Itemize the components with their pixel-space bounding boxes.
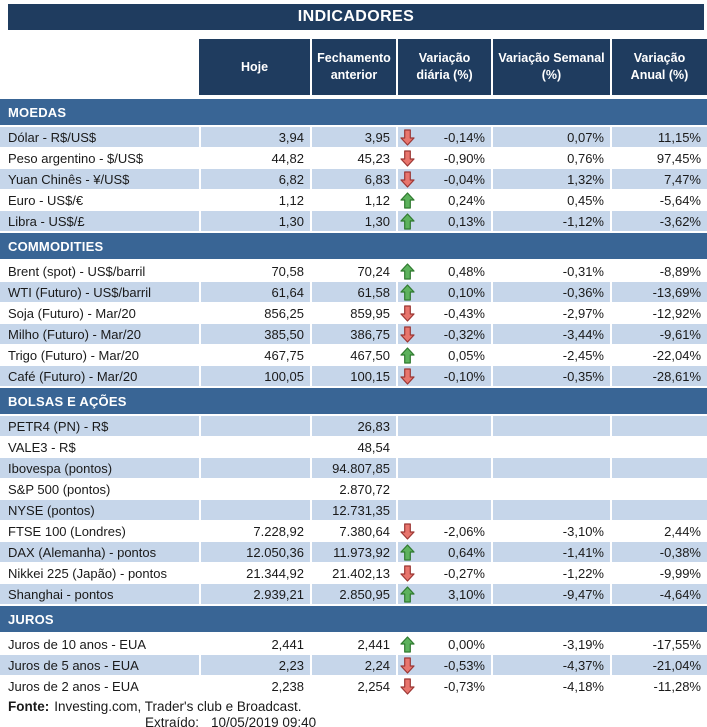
value-variacao-anual <box>610 479 707 499</box>
value-hoje: 467,75 <box>199 345 310 365</box>
footer <box>0 699 707 727</box>
value-fechamento-anterior: 2,24 <box>310 655 396 675</box>
value-hoje: 856,25 <box>199 303 310 323</box>
cell-variacao-diaria <box>396 584 491 604</box>
table-row <box>0 437 707 457</box>
row-label: Euro - US$/€ <box>8 192 84 208</box>
column-header-variacao-semanal: Variação Semanal (%) <box>491 39 610 95</box>
cell-variacao-diaria <box>396 479 491 499</box>
row-label: PETR4 (PN) - R$ <box>0 416 199 436</box>
value-fechamento-anterior: 45,23 <box>310 148 396 168</box>
value-variacao-diaria: -0,53% <box>443 657 485 673</box>
value-variacao-semanal: -2,97% <box>491 303 610 323</box>
cell-variacao-diaria <box>396 148 491 168</box>
cell-variacao-diaria <box>396 127 491 147</box>
value-variacao-anual: -12,92% <box>610 303 707 323</box>
cell-variacao-diaria <box>396 655 491 675</box>
row-label: Libra - US$/£ <box>0 211 199 231</box>
value-hoje: 1,12 <box>199 190 310 210</box>
up-arrow-icon <box>400 263 415 280</box>
arrow-placeholder <box>400 460 415 477</box>
table-row <box>0 521 707 541</box>
row-label: WTI (Futuro) - US$/barril <box>0 282 199 302</box>
row-label: Peso argentino - $/US$ <box>8 150 144 166</box>
row-label: Nikkei 225 (Japão) - pontos <box>8 565 167 581</box>
value-variacao-semanal: -4,18% <box>491 676 610 696</box>
table-row <box>0 261 707 281</box>
row-label: VALE3 - R$ <box>8 439 76 455</box>
row-label: Milho (Futuro) - Mar/20 <box>0 324 199 344</box>
value-fechamento-anterior: 48,54 <box>310 437 396 457</box>
value-hoje: 21.344,92 <box>199 563 310 583</box>
value-variacao-semanal <box>491 437 610 457</box>
value-fechamento-anterior: 2.850,95 <box>310 584 396 604</box>
value-variacao-semanal: 0,07% <box>491 127 610 147</box>
cell-variacao-diaria <box>396 521 491 541</box>
value-variacao-diaria: 0,10% <box>448 284 485 300</box>
row-label: Juros de 10 anos - EUA <box>8 636 147 652</box>
table-row <box>0 148 707 168</box>
value-fechamento-anterior: 61,58 <box>310 282 396 302</box>
value-hoje: 2,23 <box>199 655 310 675</box>
value-hoje <box>199 500 310 520</box>
value-fechamento-anterior: 859,95 <box>310 303 396 323</box>
up-arrow-icon <box>400 544 415 561</box>
value-variacao-diaria: -0,04% <box>443 171 485 187</box>
value-variacao-diaria: -0,14% <box>443 129 485 145</box>
value-fechamento-anterior: 21.402,13 <box>310 563 396 583</box>
cell-variacao-diaria <box>396 437 491 457</box>
cell-variacao-diaria <box>396 190 491 210</box>
value-variacao-anual <box>610 416 707 436</box>
source-line <box>8 699 707 714</box>
cell-variacao-diaria <box>396 303 491 323</box>
up-arrow-icon <box>400 586 415 603</box>
row-label: DAX (Alemanha) - pontos <box>0 542 199 562</box>
value-variacao-diaria: 0,24% <box>448 192 485 208</box>
row-label: Dólar - R$/US$ <box>0 127 199 147</box>
table-row <box>0 655 707 675</box>
value-variacao-anual: 97,45% <box>610 148 707 168</box>
table-row <box>0 303 707 323</box>
column-header-hoje: Hoje <box>199 39 310 95</box>
row-label: Café (Futuro) - Mar/20 <box>0 366 199 386</box>
page-title: INDICADORES <box>8 4 704 30</box>
section-header: JUROS <box>0 606 707 632</box>
down-arrow-icon <box>400 678 415 695</box>
section-header: MOEDAS <box>0 99 707 125</box>
value-variacao-semanal: -3,44% <box>491 324 610 344</box>
value-hoje: 100,05 <box>199 366 310 386</box>
table-row <box>0 366 707 386</box>
up-arrow-icon <box>400 192 415 209</box>
value-fechamento-anterior: 2.870,72 <box>310 479 396 499</box>
table-column-headers <box>0 39 707 95</box>
value-fechamento-anterior: 3,95 <box>310 127 396 147</box>
table-row <box>0 416 707 436</box>
value-variacao-diaria: -2,06% <box>443 523 485 539</box>
down-arrow-icon <box>400 129 415 146</box>
value-variacao-diaria: -0,32% <box>443 326 485 342</box>
row-label: Yuan Chinês - ¥/US$ <box>0 169 199 189</box>
row-label: Soja (Futuro) - Mar/20 <box>8 305 136 321</box>
value-variacao-anual: -5,64% <box>610 190 707 210</box>
value-variacao-anual: -8,89% <box>610 261 707 281</box>
value-hoje: 2,238 <box>199 676 310 696</box>
value-variacao-anual: -9,99% <box>610 563 707 583</box>
cell-variacao-diaria <box>396 282 491 302</box>
value-variacao-anual <box>610 458 707 478</box>
arrow-placeholder <box>400 502 415 519</box>
table-row <box>0 345 707 365</box>
value-hoje: 2.939,21 <box>199 584 310 604</box>
value-variacao-anual: -21,04% <box>610 655 707 675</box>
cell-variacao-diaria <box>396 345 491 365</box>
value-hoje <box>199 479 310 499</box>
up-arrow-icon <box>400 636 415 653</box>
value-fechamento-anterior: 12.731,35 <box>310 500 396 520</box>
value-fechamento-anterior: 26,83 <box>310 416 396 436</box>
value-hoje: 61,64 <box>199 282 310 302</box>
value-variacao-semanal: -3,10% <box>491 521 610 541</box>
value-hoje <box>199 416 310 436</box>
value-variacao-anual <box>610 500 707 520</box>
row-label: Juros de 5 anos - EUA <box>0 655 199 675</box>
value-variacao-anual: -17,55% <box>610 634 707 654</box>
section-header: BOLSAS E AÇÕES <box>0 388 707 414</box>
value-variacao-anual: 11,15% <box>610 127 707 147</box>
arrow-placeholder <box>400 481 415 498</box>
value-fechamento-anterior: 1,30 <box>310 211 396 231</box>
cell-variacao-diaria <box>396 261 491 281</box>
cell-variacao-diaria <box>396 366 491 386</box>
value-variacao-anual: -0,38% <box>610 542 707 562</box>
value-variacao-anual: -28,61% <box>610 366 707 386</box>
value-hoje <box>199 437 310 457</box>
value-variacao-semanal: 0,76% <box>491 148 610 168</box>
down-arrow-icon <box>400 305 415 322</box>
value-hoje: 1,30 <box>199 211 310 231</box>
value-variacao-semanal: 0,45% <box>491 190 610 210</box>
value-variacao-diaria: -0,90% <box>443 150 485 166</box>
extracted-timestamp: 10/05/2019 09:40 <box>211 715 317 727</box>
value-hoje: 7.228,92 <box>199 521 310 541</box>
table-row <box>0 458 707 478</box>
down-arrow-icon <box>400 657 415 674</box>
up-arrow-icon <box>400 284 415 301</box>
table-row <box>0 211 707 231</box>
value-fechamento-anterior: 70,24 <box>310 261 396 281</box>
value-hoje: 6,82 <box>199 169 310 189</box>
down-arrow-icon <box>400 326 415 343</box>
value-variacao-anual: -11,28% <box>610 676 707 696</box>
value-variacao-semanal: -1,22% <box>491 563 610 583</box>
value-variacao-diaria: -0,27% <box>443 565 485 581</box>
value-hoje: 44,82 <box>199 148 310 168</box>
value-variacao-semanal: -1,41% <box>491 542 610 562</box>
cell-variacao-diaria <box>396 458 491 478</box>
table-row <box>0 127 707 147</box>
value-hoje: 385,50 <box>199 324 310 344</box>
row-label: NYSE (pontos) <box>0 500 199 520</box>
value-variacao-diaria: 0,48% <box>448 263 485 279</box>
header-spacer <box>0 39 199 95</box>
value-fechamento-anterior: 2,441 <box>310 634 396 654</box>
value-variacao-semanal: 1,32% <box>491 169 610 189</box>
cell-variacao-diaria <box>396 563 491 583</box>
value-variacao-anual: -4,64% <box>610 584 707 604</box>
value-fechamento-anterior: 1,12 <box>310 190 396 210</box>
value-variacao-diaria: 0,05% <box>448 347 485 363</box>
value-variacao-semanal: -0,31% <box>491 261 610 281</box>
value-fechamento-anterior: 386,75 <box>310 324 396 344</box>
arrow-placeholder <box>400 439 415 456</box>
down-arrow-icon <box>400 523 415 540</box>
value-variacao-anual: -13,69% <box>610 282 707 302</box>
arrow-placeholder <box>400 418 415 435</box>
down-arrow-icon <box>400 150 415 167</box>
value-hoje: 3,94 <box>199 127 310 147</box>
extracted-label: Extraído: <box>145 715 200 727</box>
cell-variacao-diaria <box>396 211 491 231</box>
down-arrow-icon <box>400 368 415 385</box>
value-variacao-semanal: -3,19% <box>491 634 610 654</box>
cell-variacao-diaria <box>396 542 491 562</box>
down-arrow-icon <box>400 171 415 188</box>
value-hoje: 2,441 <box>199 634 310 654</box>
table-row <box>0 169 707 189</box>
value-variacao-anual: -3,62% <box>610 211 707 231</box>
table-row <box>0 190 707 210</box>
value-fechamento-anterior: 100,15 <box>310 366 396 386</box>
table-row <box>0 500 707 520</box>
value-variacao-anual: -9,61% <box>610 324 707 344</box>
value-variacao-semanal: -4,37% <box>491 655 610 675</box>
value-variacao-anual <box>610 437 707 457</box>
table-row <box>0 542 707 562</box>
row-label: Brent (spot) - US$/barril <box>8 263 146 279</box>
value-variacao-diaria: 0,13% <box>448 213 485 229</box>
column-header-variacao-anual: Variação Anual (%) <box>610 39 707 95</box>
cell-variacao-diaria <box>396 169 491 189</box>
section-header: COMMODITIES <box>0 233 707 259</box>
value-variacao-anual: -22,04% <box>610 345 707 365</box>
value-fechamento-anterior: 94.807,85 <box>310 458 396 478</box>
up-arrow-icon <box>400 347 415 364</box>
table-row <box>0 324 707 344</box>
table-row <box>0 563 707 583</box>
table-row <box>0 479 707 499</box>
value-fechamento-anterior: 7.380,64 <box>310 521 396 541</box>
cell-variacao-diaria <box>396 324 491 344</box>
source-label: Fonte: <box>8 699 50 714</box>
row-label: Trigo (Futuro) - Mar/20 <box>8 347 139 363</box>
value-variacao-semanal: -0,36% <box>491 282 610 302</box>
table-body <box>0 99 707 696</box>
table-row <box>0 634 707 654</box>
row-label: FTSE 100 (Londres) <box>8 523 126 539</box>
value-variacao-anual: 7,47% <box>610 169 707 189</box>
table-row <box>0 676 707 696</box>
value-variacao-semanal: -9,47% <box>491 584 610 604</box>
row-label: Shanghai - pontos <box>0 584 199 604</box>
value-variacao-anual: 2,44% <box>610 521 707 541</box>
cell-variacao-diaria <box>396 676 491 696</box>
extracted-line <box>8 715 707 727</box>
value-fechamento-anterior: 6,83 <box>310 169 396 189</box>
value-variacao-diaria: -0,43% <box>443 305 485 321</box>
cell-variacao-diaria <box>396 416 491 436</box>
column-header-fechamento-anterior: Fechamento anterior <box>310 39 396 95</box>
column-header-variacao-diaria: Variação diária (%) <box>396 39 491 95</box>
cell-variacao-diaria <box>396 634 491 654</box>
down-arrow-icon <box>400 565 415 582</box>
value-variacao-diaria: -0,73% <box>443 678 485 694</box>
value-variacao-diaria: 0,64% <box>448 544 485 560</box>
value-fechamento-anterior: 2,254 <box>310 676 396 696</box>
value-variacao-semanal: -2,45% <box>491 345 610 365</box>
value-variacao-diaria: 0,00% <box>448 636 485 652</box>
value-hoje <box>199 458 310 478</box>
value-hoje: 12.050,36 <box>199 542 310 562</box>
value-variacao-semanal: -1,12% <box>491 211 610 231</box>
value-variacao-semanal <box>491 479 610 499</box>
value-variacao-semanal <box>491 458 610 478</box>
value-variacao-semanal <box>491 500 610 520</box>
source-text: Investing.com, Trader's club e Broadcast. <box>54 699 302 714</box>
row-label: Juros de 2 anos - EUA <box>8 678 139 694</box>
row-label: Ibovespa (pontos) <box>0 458 199 478</box>
value-variacao-diaria: 3,10% <box>448 586 485 602</box>
cell-variacao-diaria <box>396 500 491 520</box>
value-variacao-semanal: -0,35% <box>491 366 610 386</box>
value-fechamento-anterior: 467,50 <box>310 345 396 365</box>
value-fechamento-anterior: 11.973,92 <box>310 542 396 562</box>
table-row <box>0 282 707 302</box>
value-variacao-diaria: -0,10% <box>443 368 485 384</box>
table-row <box>0 584 707 604</box>
row-label: S&P 500 (pontos) <box>8 481 111 497</box>
value-hoje: 70,58 <box>199 261 310 281</box>
value-variacao-semanal <box>491 416 610 436</box>
up-arrow-icon <box>400 213 415 230</box>
